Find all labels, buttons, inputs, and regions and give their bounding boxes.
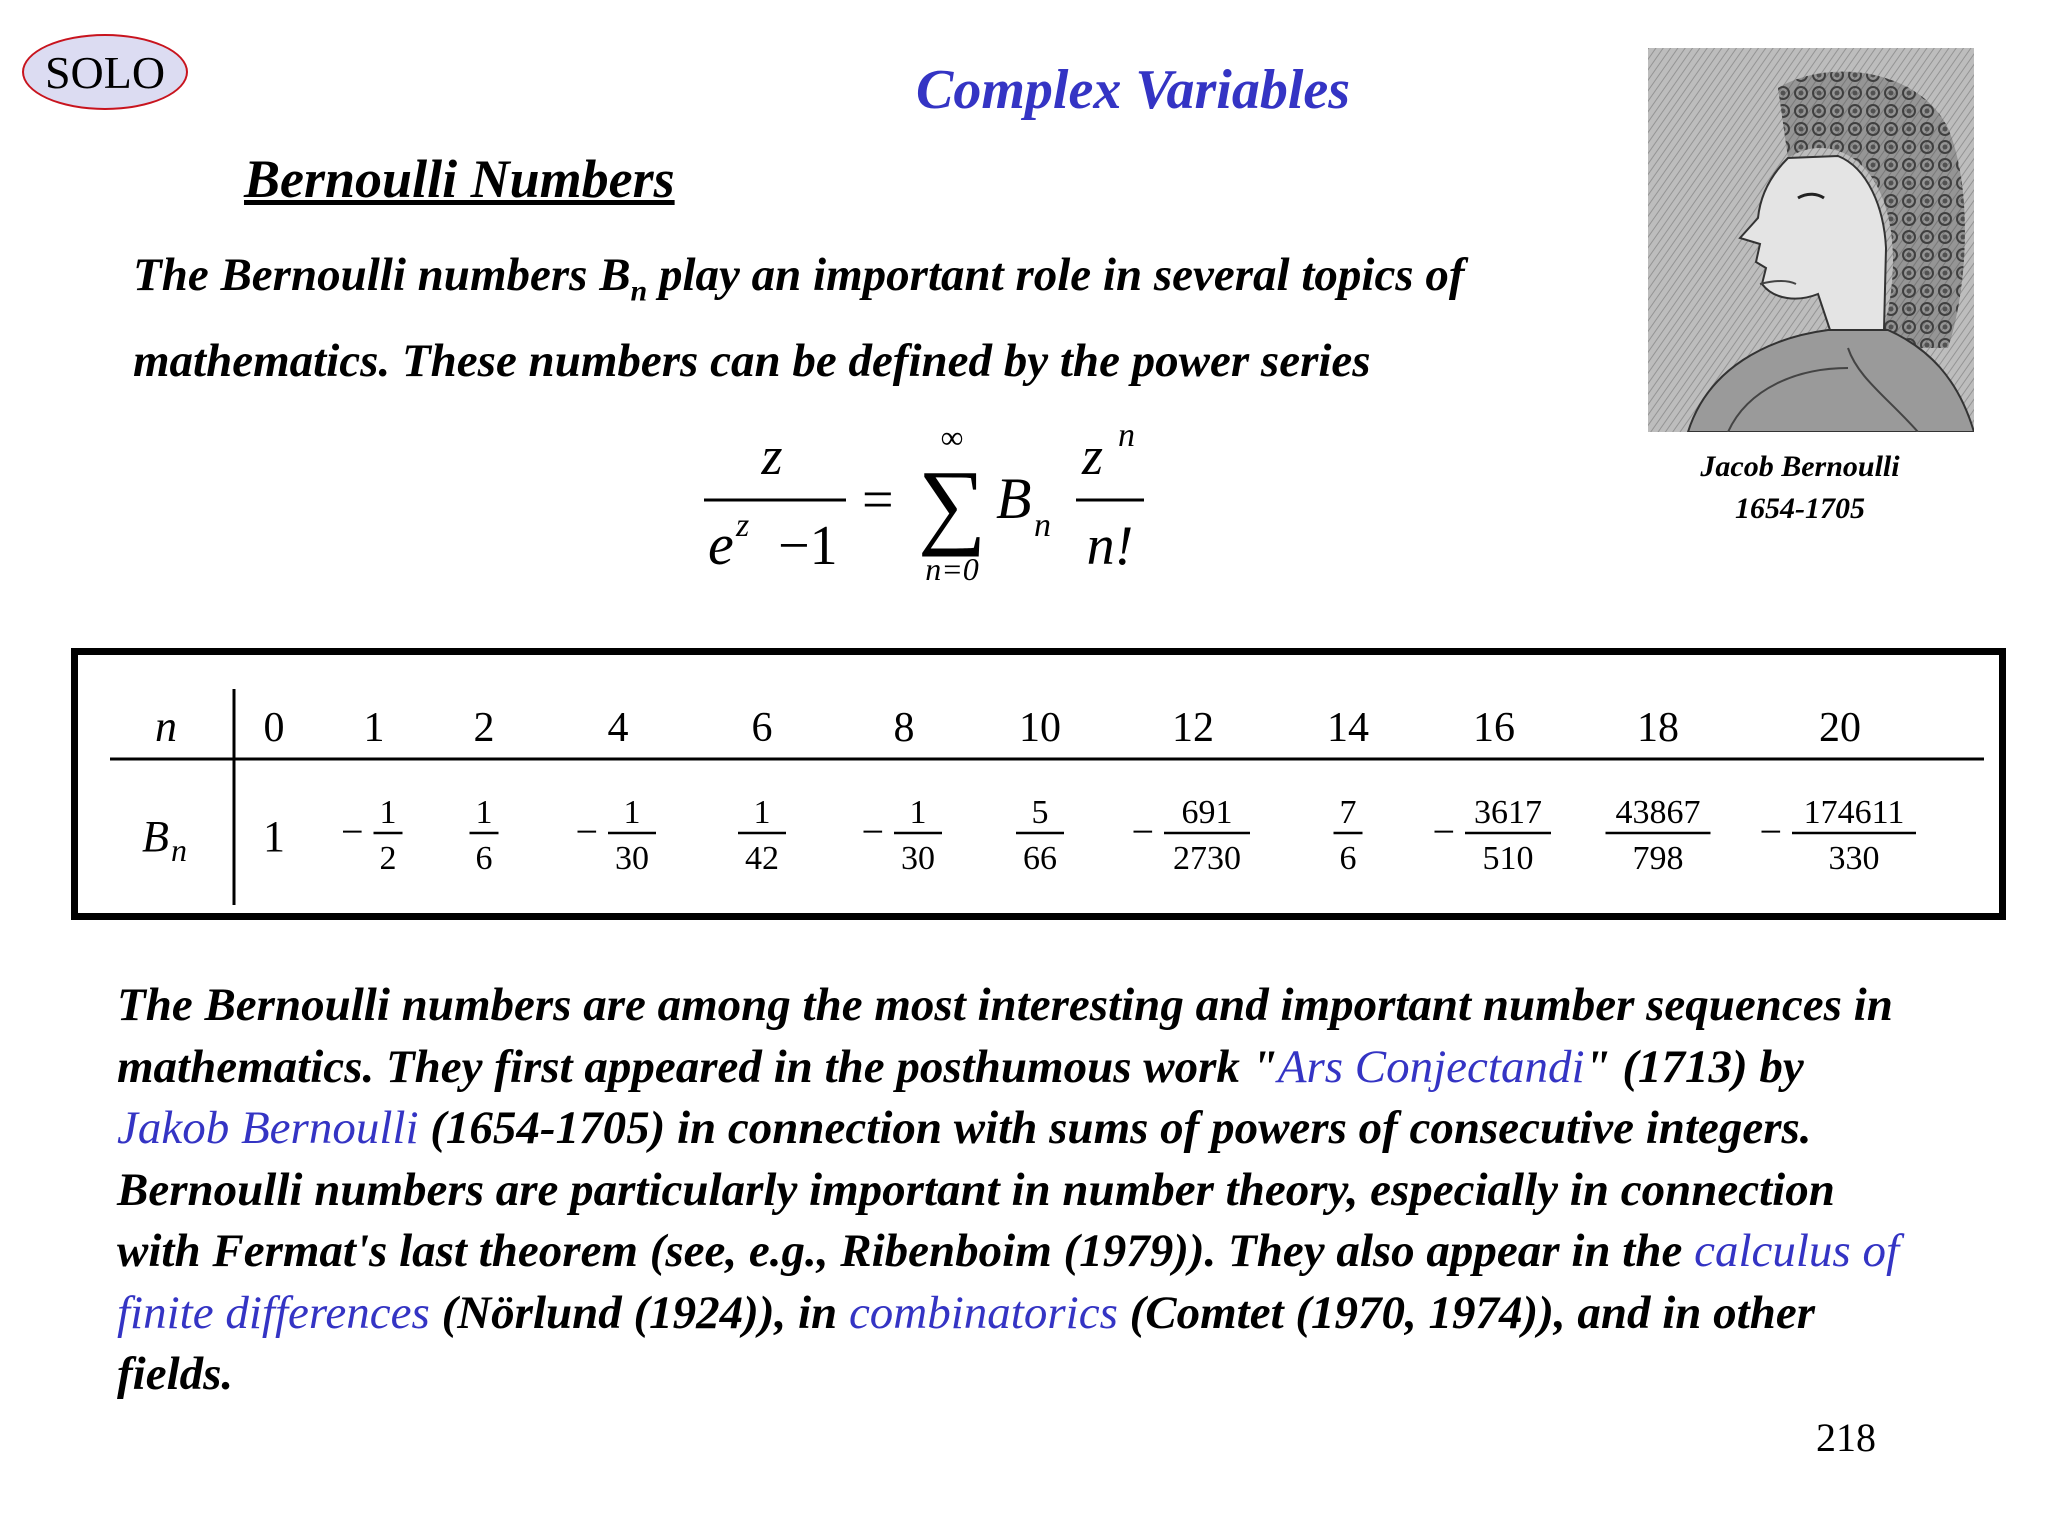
table-n-value: 1 bbox=[363, 705, 385, 751]
table-b-denominator: 6 bbox=[475, 840, 493, 877]
table-b-numerator: 5 bbox=[1031, 794, 1049, 831]
link-ars-conjectandi[interactable]: Ars Conjectandi bbox=[1277, 1040, 1585, 1093]
row-header-b: B bbox=[142, 812, 169, 861]
link-calculus-finite-differences[interactable]: calculus of finite differences bbox=[117, 1225, 1900, 1339]
formula-lhs-denominator-base: e bbox=[708, 512, 734, 577]
row-header-b-subscript: n bbox=[171, 832, 187, 868]
formula-coefficient-subscript: n bbox=[1034, 507, 1051, 544]
table-b-sign: − bbox=[1759, 809, 1782, 854]
caption-years: 1654-1705 bbox=[1735, 492, 1865, 525]
table-b-sign: − bbox=[575, 809, 598, 854]
formula-rhs-numerator-exponent: n bbox=[1118, 418, 1135, 454]
bernoulli-table-grid bbox=[78, 655, 1999, 913]
table-b-denominator: 510 bbox=[1482, 840, 1534, 877]
portrait-caption bbox=[1640, 446, 1960, 530]
table-n-value: 12 bbox=[1172, 705, 1214, 751]
table-n-value: 16 bbox=[1473, 705, 1515, 751]
table-b-denominator: 2730 bbox=[1173, 840, 1241, 877]
table-b-value: 1 bbox=[263, 812, 285, 861]
table-n-value: 2 bbox=[473, 705, 495, 751]
table-b-denominator: 798 bbox=[1632, 840, 1684, 877]
link-jakob-bernoulli[interactable]: Jakob Bernoulli bbox=[117, 1102, 419, 1154]
formula-equals-sign: = bbox=[862, 469, 894, 531]
formula-rhs-numerator-base: z bbox=[1082, 426, 1104, 486]
formula-rhs-denominator: n! bbox=[1086, 515, 1134, 577]
table-b-denominator: 6 bbox=[1339, 840, 1357, 877]
table-b-denominator: 30 bbox=[901, 840, 935, 877]
formula-lhs-numerator: z bbox=[761, 426, 783, 486]
table-n-value: 8 bbox=[893, 705, 915, 751]
table-b-numerator: 174611 bbox=[1803, 794, 1905, 831]
table-n-value: 14 bbox=[1327, 705, 1369, 751]
table-b-numerator: 7 bbox=[1339, 794, 1357, 831]
table-b-numerator: 1 bbox=[753, 794, 771, 831]
table-b-numerator: 43867 bbox=[1615, 794, 1701, 831]
table-b-sign: − bbox=[1432, 809, 1455, 854]
table-b-numerator: 1 bbox=[475, 794, 493, 831]
table-b-numerator: 691 bbox=[1181, 794, 1233, 831]
formula-coefficient: B bbox=[996, 466, 1032, 531]
table-b-denominator: 42 bbox=[745, 840, 779, 877]
row-header-n: n bbox=[155, 702, 177, 751]
table-n-value: 0 bbox=[263, 705, 285, 751]
link-combinatorics[interactable]: combinatorics bbox=[848, 1286, 1118, 1339]
page-title: Complex Variables bbox=[916, 59, 1351, 121]
table-b-numerator: 1 bbox=[379, 794, 397, 831]
table-n-value: 20 bbox=[1819, 705, 1861, 751]
paragraph-text-3: (1654-1705) in connection with sums of powers of consecutive integers. Bernoulli numbers are particularly important in number theory, especially in connection with Fermat's last theorem (see, e.g., Ribenboim (1979)). They also appear in the bbox=[117, 1102, 1835, 1277]
intro-subscript: n bbox=[630, 274, 648, 308]
table-b-sign: − bbox=[340, 809, 364, 854]
table-n-value: 6 bbox=[751, 705, 773, 751]
caption-name: Jacob Bernoulli bbox=[1700, 450, 1900, 483]
table-b-denominator: 66 bbox=[1023, 840, 1057, 877]
logo-text: SOLO bbox=[44, 46, 166, 98]
intro-text bbox=[133, 240, 1613, 396]
paragraph-text-5: (Comtet (1970, 1974)), and in other fields. bbox=[117, 1286, 1816, 1400]
formula-sum-lower: n=0 bbox=[925, 551, 979, 587]
intro-part2: play an important role in several topics of mathematics. These numbers can be defined by the power series bbox=[133, 249, 1465, 388]
paragraph-text-1: The Bernoulli numbers are among the most interesting and important number sequences in mathematics. They first appeared in the posthumous work " bbox=[117, 979, 1893, 1093]
paragraph-text-4: (Nörlund (1924)), in bbox=[429, 1286, 849, 1339]
table-n-value: 4 bbox=[607, 705, 629, 751]
table-b-denominator: 2 bbox=[379, 840, 397, 877]
formula-lhs-denominator-rest: −1 bbox=[778, 515, 838, 577]
jacob-bernoulli-portrait bbox=[1648, 48, 1974, 432]
page-number: 218 bbox=[1816, 1415, 1876, 1460]
bernoulli-table bbox=[71, 648, 2006, 920]
table-b-numerator: 1 bbox=[623, 794, 641, 831]
formula-sum-symbol: ∑ bbox=[917, 450, 987, 557]
description-paragraph bbox=[117, 975, 1917, 1406]
table-n-value: 10 bbox=[1019, 705, 1061, 751]
generating-function-formula bbox=[690, 418, 1160, 598]
table-b-sign: − bbox=[861, 809, 884, 854]
formula-lhs-denominator-exponent: z bbox=[736, 507, 750, 544]
paragraph-text-2: " (1713) by bbox=[1584, 1040, 1804, 1093]
section-heading: Bernoulli Numbers bbox=[244, 149, 675, 209]
intro-part1: The Bernoulli numbers B bbox=[133, 249, 631, 301]
table-b-numerator: 3617 bbox=[1474, 794, 1542, 831]
solo-logo bbox=[22, 34, 188, 110]
table-b-sign: − bbox=[1131, 809, 1154, 854]
table-n-value: 18 bbox=[1637, 705, 1679, 751]
table-b-denominator: 30 bbox=[615, 840, 649, 877]
formula-sum-upper: ∞ bbox=[940, 419, 964, 455]
table-b-denominator: 330 bbox=[1828, 840, 1880, 877]
table-b-numerator: 1 bbox=[909, 794, 927, 831]
